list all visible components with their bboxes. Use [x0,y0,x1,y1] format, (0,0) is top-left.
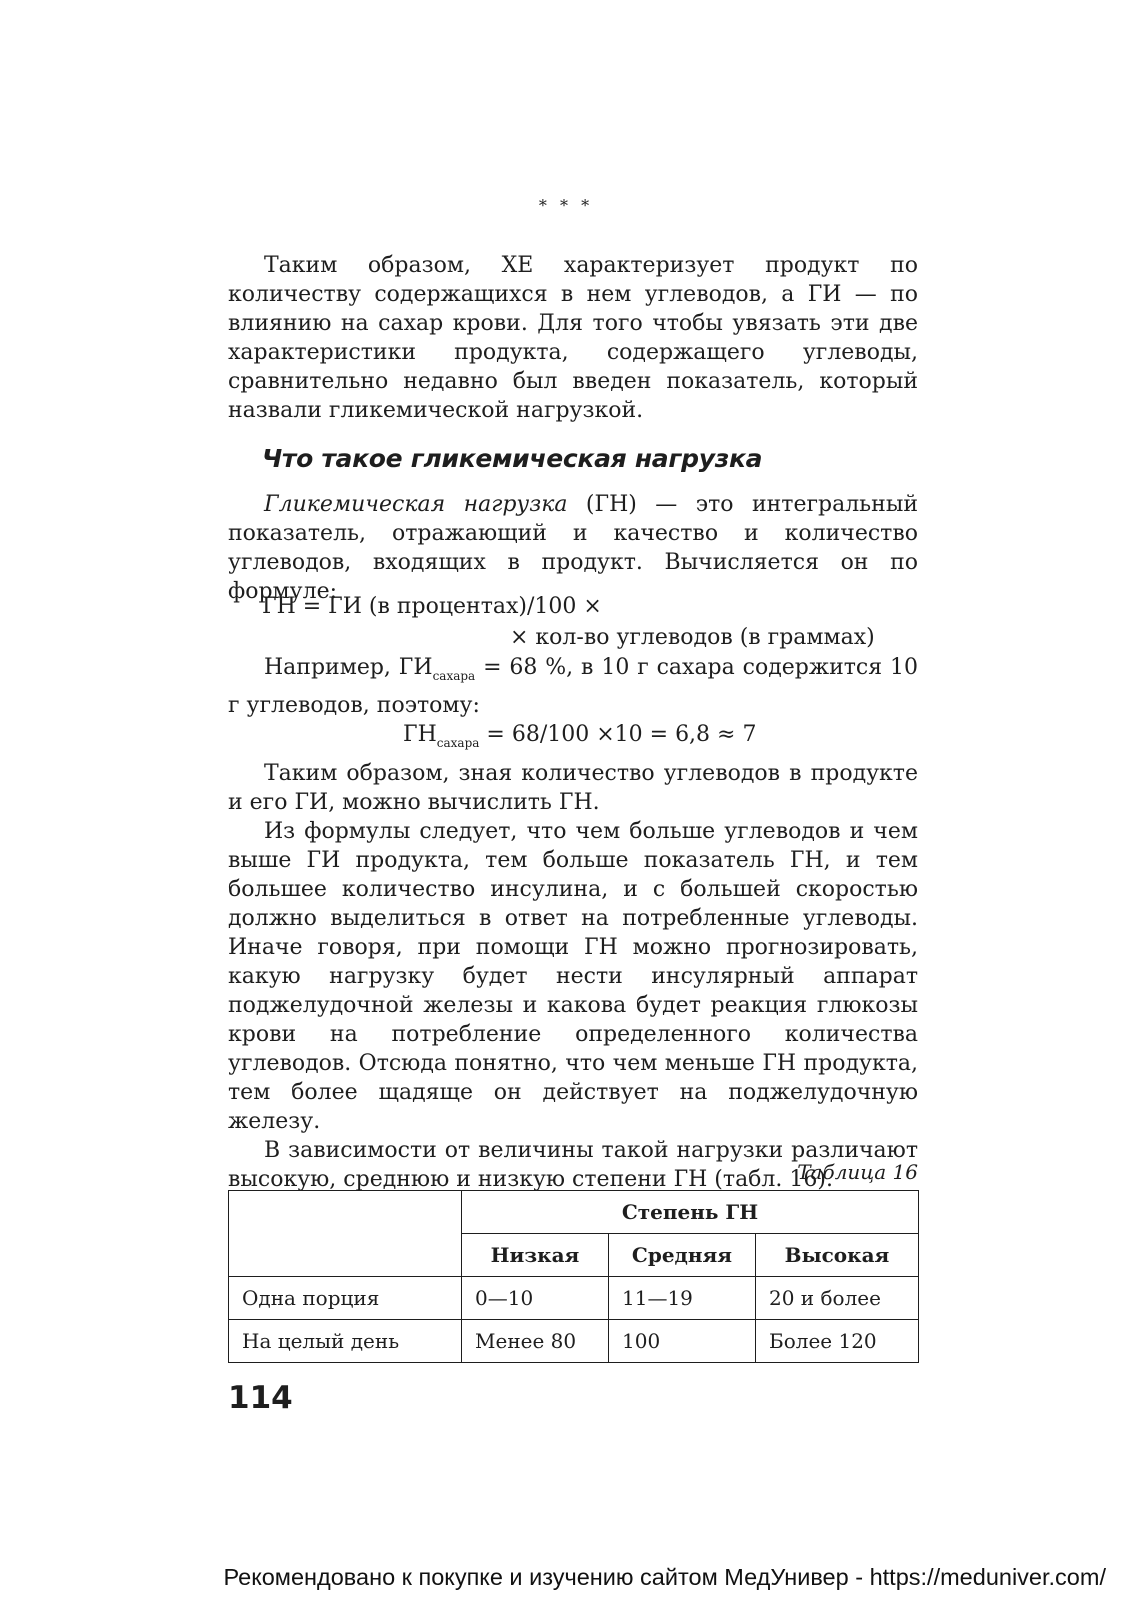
paragraph-text: Например, $ГИ_{сахара} = 68$ %, в 10 г сахара содержится 10 г углеводов, поэтому: [228,655,919,718]
column-header: Низкая [462,1234,609,1277]
table-row [229,1277,919,1320]
subscript: сахара [432,669,476,683]
paragraphs-body [228,759,918,1194]
row-label: На целый день [229,1320,462,1363]
paragraph-text: Таким образом, ХЕ характеризует продукт по количеству содержащихся в нем углеводов, а ГИ — по влиянию на сахар крови. Для того чтобы увязать эти две характеристики продукта, содержащего углеводы, сравнительно недавно был введен показатель, который назвали гликемической нагрузкой. [228,253,918,423]
defined-term: Гликемическая нагрузка [264,492,568,517]
paragraph-text: Таким образом, зная количество углеводов в продукте и его ГИ, можно вычислить ГН. [228,761,918,815]
section-heading: Что такое гликемическая нагрузка [262,444,763,473]
paragraph-definition [228,490,918,606]
paragraph-text: Из формулы следует, что чем больше углеводов и чем выше ГИ продукта, тем больше показатель ГН, и тем большее количество инсулина, и с большей скоростью должно выделиться в ответ на потребленные углеводы. Иначе говоря, при помощи ГН можно прогнозировать, какую нагрузку будет нести инсулярный аппарат поджелудочной железы и какова будет реакция глюкозы крови на потребление определенного количества углеводов. Отсюда понятно, что чем меньше ГН продукта, тем более щадяще он действует на поджелудочную железу. [228,819,918,1134]
table-cell: 100 [609,1320,756,1363]
example-calculation: $ГН_{сахара} = 68/100 \times 10 = 6,8 \approx 7$ [403,722,757,750]
paragraph-summary [228,251,918,425]
table-caption: Таблица 16 [797,1160,918,1184]
table-cell: Менее 80 [462,1320,609,1363]
table-cell: Более 120 [756,1320,919,1363]
column-header: Высокая [756,1234,919,1277]
formula-line-2: × кол-во углеводов (в граммах) [510,625,875,650]
footer-watermark: Рекомендовано к покупке и изучению сайтом МедУнивер - https://meduniver.com/ [223,1564,1106,1590]
table-row [229,1320,919,1363]
group-header-cell: Степень ГН [462,1191,919,1234]
gn-table [228,1190,919,1363]
column-header: Средняя [609,1234,756,1277]
table-cell: 0—10 [462,1277,609,1320]
row-label: Одна порция [229,1277,462,1320]
subscript: сахара [436,736,480,750]
definition-text: (ГН) — это интегральный показатель, отражающий и качество и количество углеводов, входящих в продукт. Вычисляется он по формуле: [228,492,918,604]
section-separator: * * * [538,196,594,215]
table-header-row [229,1191,919,1234]
paragraph-example [228,653,918,720]
formula-line-1: ГН = ГИ (в процентах)/100 × [262,594,602,619]
table-cell: 20 и более [756,1277,919,1320]
paragraph-text: В зависимости от величины такой нагрузки различают высокую, среднюю и низкую степени ГН (табл. 16). [228,1138,918,1192]
table-corner-cell [229,1191,462,1277]
paragraph-text [228,490,918,606]
table-cell: 11—19 [609,1277,756,1320]
page-number: 114 [228,1380,293,1416]
